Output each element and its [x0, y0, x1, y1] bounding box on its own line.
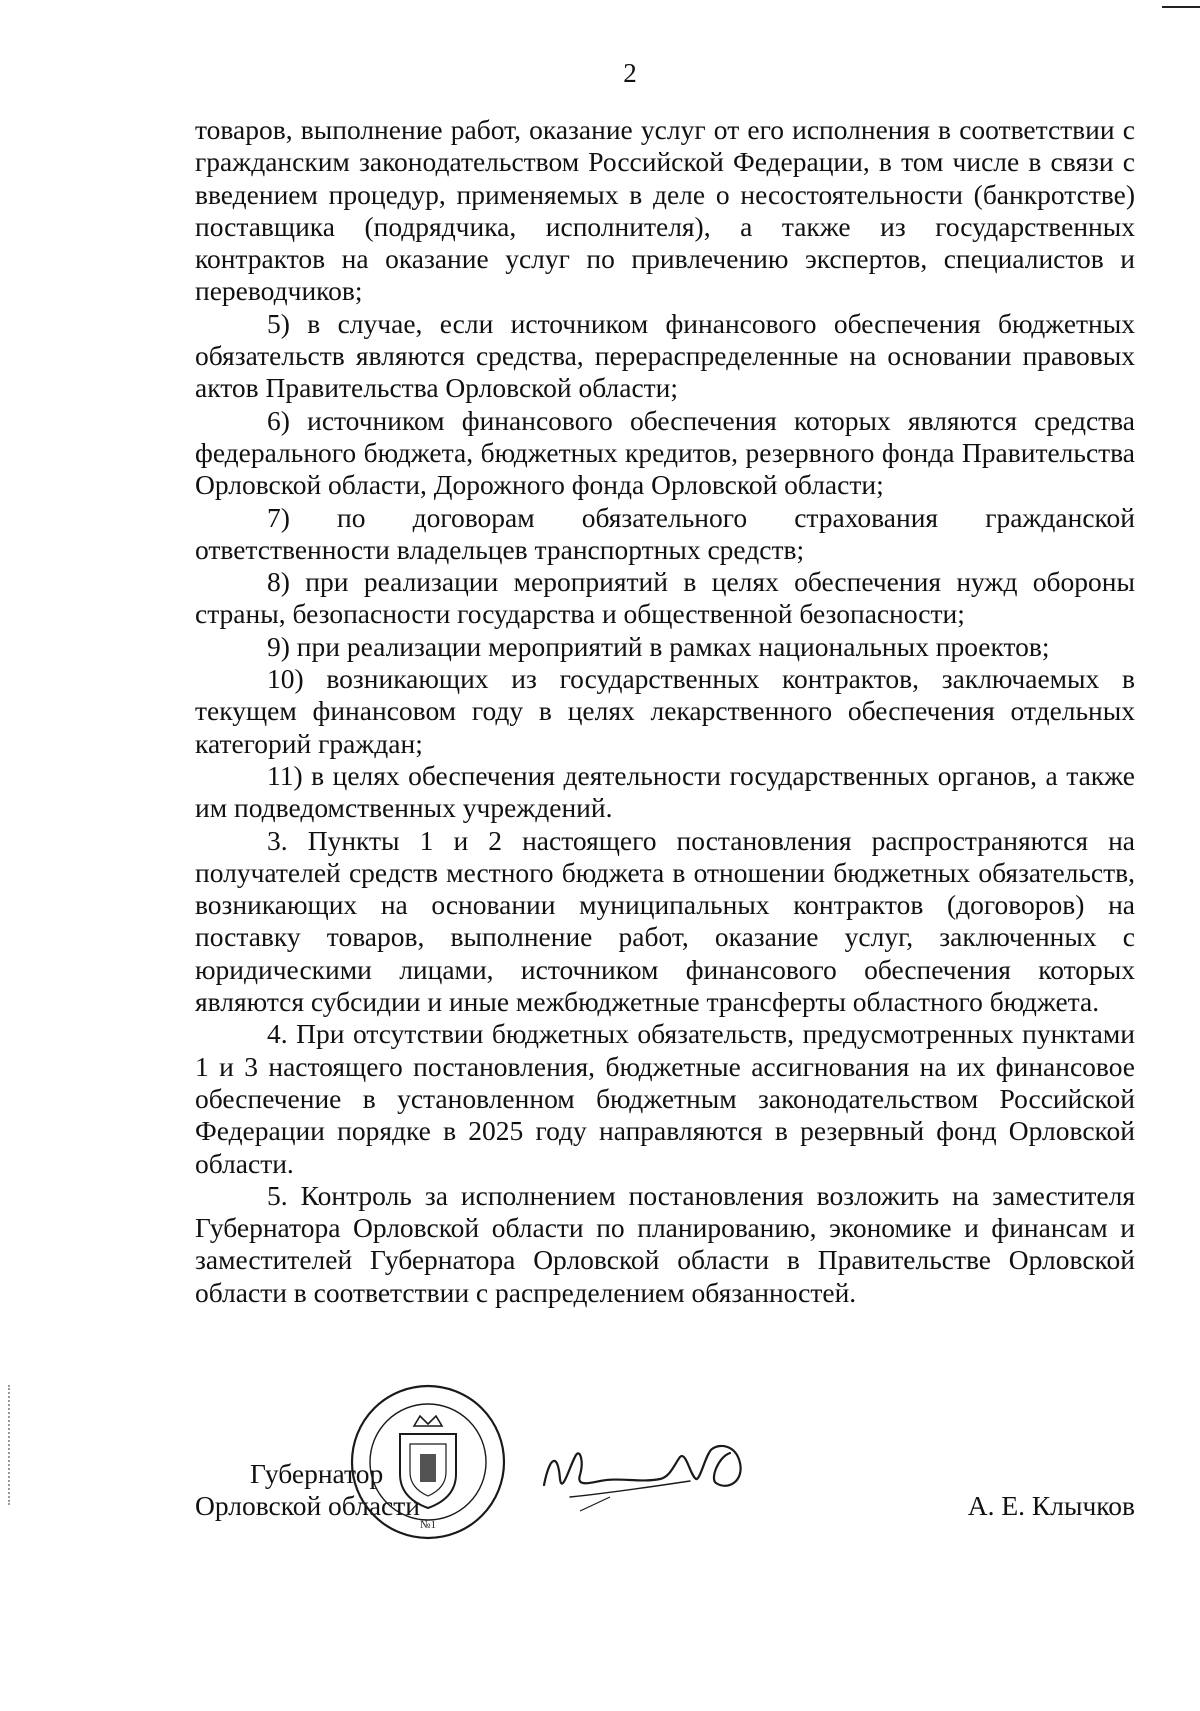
paragraph-point-4: 4. При отсутствии бюджетных обязательств, предусмотренных пунктами 1 и 3 настоящего постановления, бюджетные ассигнования на их финансовое обеспечение в установленном бюджетным законодательством Российской Федерации порядке в 2025 году направляются в резервный фонд Орловской области.	[195, 1018, 1135, 1179]
scan-edge-mark	[1162, 6, 1200, 8]
paragraph-item-11: 11) в целях обеспечения деятельности государственных органов, а также им подведомственных учреждений.	[195, 759, 1135, 824]
official-seal-icon	[348, 1382, 508, 1542]
paragraph-item-6: 6) источником финансового обеспечения которых являются средства федерального бюджета, бюджетных кредитов, резервного фонда Правительства Орловской области, Дорожного фонда Орловской области;	[195, 404, 1135, 501]
signatory-position-line2: Орловской области	[195, 1490, 420, 1521]
seal-number: №1	[420, 1519, 436, 1531]
paragraph-item-7: 7) по договорам обязательного страхования гражданской ответственности владельцев транспортных средств;	[195, 501, 1135, 565]
paragraph-item-10: 10) возникающих из государственных контрактов, заключаемых в текущем финансовом году в целях лекарственного обеспечения отдельных категорий граждан;	[195, 663, 1135, 759]
document-body	[195, 114, 1135, 1309]
signatory-name: А. Е. Клычков	[967, 1490, 1135, 1521]
page-number: 2	[623, 58, 637, 88]
paragraph-continuation: товаров, выполнение работ, оказание услуг от его исполнения в соответствии с гражданским законодательством Российской Федерации, в том числе в связи с введением процедур, применяемых в деле о несостоятельности (банкротстве) поставщика (подрядчика, исполнителя), а также из государственных контрактов на оказание услуг по привлечению экспертов, специалистов и переводчиков;	[195, 114, 1135, 307]
paragraph-item-8: 8) при реализации мероприятий в целях обеспечения нужд обороны страны, безопасности государства и общественной безопасности;	[195, 566, 1135, 630]
signatory-position-line1: Губернатор	[250, 1458, 384, 1489]
paragraph-item-9: 9) при реализации мероприятий в рамках национальных проектов;	[267, 630, 1050, 662]
scan-margin-dots	[8, 1385, 12, 1505]
paragraph-point-5: 5. Контроль за исполнением постановления возложить на заместителя Губернатора Орловской области по планированию, экономике и финансам и заместителей Губернатора Орловской области в Правительстве Орловской области в соответствии с распределением обязанностей.	[195, 1179, 1135, 1308]
handwritten-signature	[540, 1435, 760, 1515]
paragraph-item-5: 5) в случае, если источником финансового обеспечения бюджетных обязательств являются средства, перераспределенные на основании правовых актов Правительства Орловской области;	[195, 307, 1135, 404]
paragraph-point-3: 3. Пункты 1 и 2 настоящего постановления распространяются на получателей средств местного бюджета в отношении бюджетных обязательств, возникающих на основании муниципальных контрактов (договоров) на поставку товаров, выполнение работ, оказание услуг, заключенных с юридическими лицами, источником финансового обеспечения которых являются субсидии и иные межбюджетные трансферты областного бюджета.	[195, 824, 1135, 1018]
